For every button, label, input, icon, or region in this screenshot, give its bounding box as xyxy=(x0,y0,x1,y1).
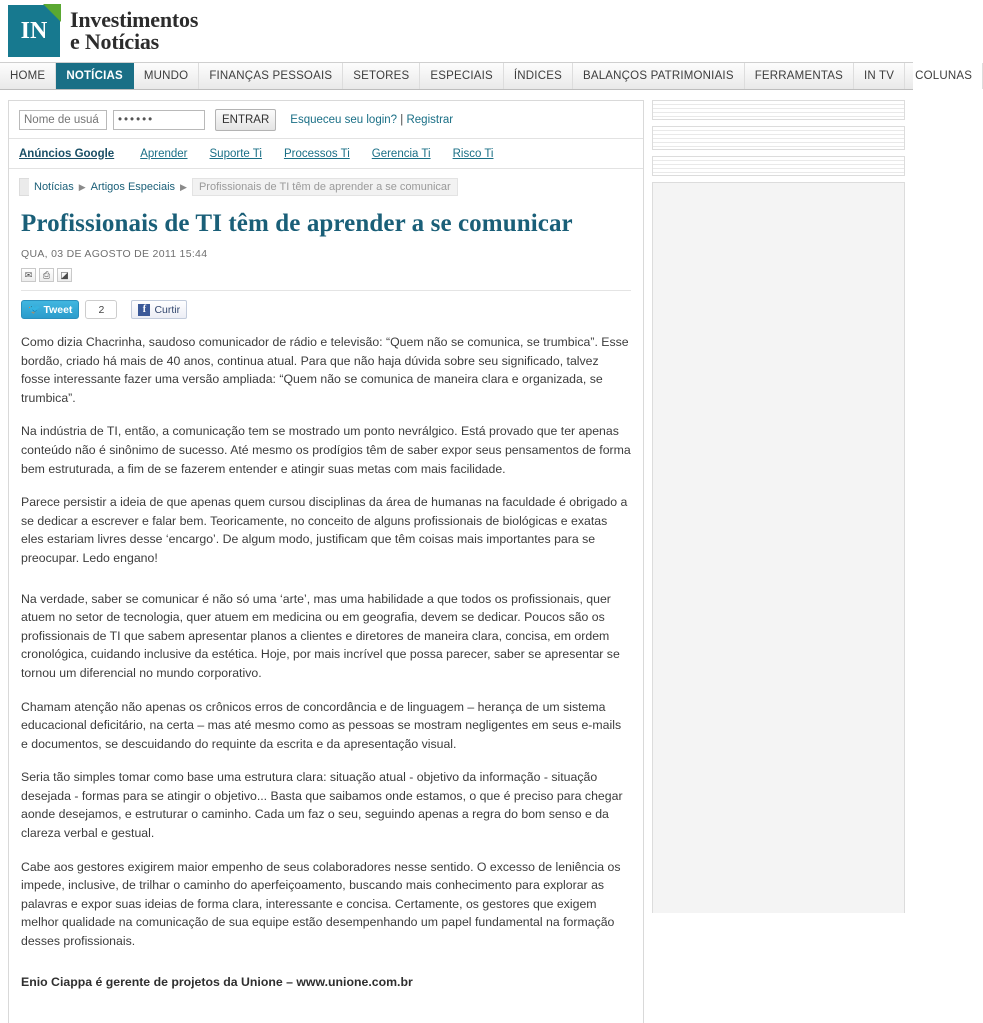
nav-item-mundo[interactable]: MUNDO xyxy=(134,63,199,89)
logo-initials: IN xyxy=(20,18,48,44)
article-paragraph: Como dizia Chacrinha, saudoso comunicador de rádio e televisão: “Quem não se comunica, se trumbica”. Esse bordão, criado há mais de 40 anos, continua atual. Para que não haja dúvida sobre seu significado, talvez fosse interessante fazer uma versão ampliada: “Quem não se comunica de maneira clara e organizada, se trumbica”. xyxy=(21,335,629,405)
forgot-login-link[interactable]: Esqueceu seu login? xyxy=(290,113,398,126)
sidebar-placeholder-2 xyxy=(652,126,905,150)
sidebar-column xyxy=(652,100,905,1023)
article-body xyxy=(21,333,631,951)
logo-line-1: Investimentos xyxy=(70,6,199,32)
breadcrumb-item-artigos-especiais[interactable]: Artigos Especiais xyxy=(90,181,176,193)
sidebar-placeholder-1 xyxy=(652,100,905,120)
nav-item-colunas[interactable]: COLUNAS xyxy=(905,63,983,89)
google-ads-bar xyxy=(9,139,643,169)
breadcrumb xyxy=(19,176,633,198)
tweet-button-label: Tweet xyxy=(43,303,73,316)
main-nav xyxy=(0,62,973,90)
nav-item--ndices[interactable]: ÍNDICES xyxy=(504,63,573,89)
content-column xyxy=(8,100,644,1023)
article-tools xyxy=(21,268,631,282)
login-links xyxy=(290,114,453,126)
chevron-right-icon-2: ▶ xyxy=(180,181,187,192)
nav-item-not-cias[interactable]: NOTÍCIAS xyxy=(56,63,134,89)
article-paragraph: Na indústria de TI, então, a comunicação tem se mostrado um ponto nevrálgico. Está provado que ter apenas conteúdo não é sinônimo de sucesso. Até mesmo os prodígios têm de saber expor seus pensamentos de forma bem estruturada, a fim de se fazerem entender e atingir suas metas com mais facilidade. xyxy=(21,424,631,476)
facebook-like-label: Curtir xyxy=(154,303,181,316)
article-paragraph: Cabe aos gestores exigirem maior empenho de seus colaboradores nesse sentido. O excesso de leniência os impede, inclusive, de trilhar o caminho do aperfeiçoamento, buscando mais conhecimento para explorar as palavras e expor suas ideias de forma clara, interessante e concisa. Certamente, os gestores que exigem melhor qualidade na comunicação de sua equipe estão desempenhando um papel fundamental na formação desses profissionais. xyxy=(21,859,621,949)
sidebar-ad-slot xyxy=(652,182,905,913)
page-title: Profissionais de TI têm de aprender a se comunicar xyxy=(21,210,573,237)
ads-links xyxy=(140,148,515,160)
email-icon[interactable]: ✉ xyxy=(21,268,36,282)
register-link[interactable]: Registrar xyxy=(406,113,454,126)
article-paragraph: Parece persistir a ideia de que apenas quem cursou disciplinas da área de humanas na faculdade é obrigado a se dedicar a escrever e falar bem. Teoricamente, no conceito de alguns profissionais de biológicas e exatas eles estariam livres desse ‘encargo’. De algum modo, justificam que têm coisas mais importantes para se preocupar. Ledo engano! xyxy=(21,495,628,565)
ads-link-aprender[interactable]: Aprender xyxy=(140,147,188,160)
print-icon[interactable]: ⎙ xyxy=(39,268,54,282)
article-paragraph: Seria tão simples tomar como base uma estrutura clara: situação atual - objetivo da informação - situação desejada - formas para se atingir o objetivo... Basta que saibamos onde estamos, o que é preciso para chegar aonde desejamos, e estruturar o caminho. Cada um faz o seu, seguindo apenas a regra do bom senso e da clareza verbal e gestual. xyxy=(21,770,623,841)
ads-link-gerencia-ti[interactable]: Gerencia Ti xyxy=(371,147,431,160)
sidebar-placeholder-3 xyxy=(652,156,905,176)
nav-item-ferramentas[interactable]: FERRAMENTAS xyxy=(745,63,854,89)
breadcrumb-item-noticias[interactable]: Notícias xyxy=(34,181,74,193)
logo-line-2: e Notícias xyxy=(70,29,160,54)
login-links-separator: | xyxy=(400,113,404,126)
nav-item-home[interactable]: HOME xyxy=(0,63,56,89)
page-body xyxy=(0,90,913,1023)
placeholder-stripes-icon-3 xyxy=(653,157,904,175)
nav-item-setores[interactable]: SETORES xyxy=(343,63,420,89)
placeholder-stripes-icon-2 xyxy=(653,127,904,149)
login-submit-button[interactable]: ENTRAR xyxy=(215,109,276,131)
password-input[interactable] xyxy=(113,110,205,130)
ads-link-risco-ti[interactable]: Risco Ti xyxy=(452,147,494,160)
site-header xyxy=(0,0,913,62)
site-logo[interactable] xyxy=(8,5,60,57)
share-row xyxy=(21,290,631,319)
login-bar xyxy=(9,101,643,139)
nav-item-especiais[interactable]: ESPECIAIS xyxy=(420,63,504,89)
facebook-icon: f xyxy=(138,304,150,316)
twitter-bird-icon: 🐦 xyxy=(28,304,41,315)
breadcrumb-nub-icon xyxy=(19,178,29,196)
username-input[interactable] xyxy=(19,110,107,130)
pdf-icon[interactable]: ◪ xyxy=(57,268,72,282)
tweet-count: 2 xyxy=(85,300,117,319)
facebook-like-button[interactable] xyxy=(131,300,187,319)
nav-item-in-tv[interactable]: IN TV xyxy=(854,63,905,89)
article-dateline: QUA, 03 DE AGOSTO DE 2011 15:44 xyxy=(21,248,208,260)
chevron-right-icon: ▶ xyxy=(78,181,86,192)
ads-link-processos-ti[interactable]: Processos Ti xyxy=(283,147,350,160)
article xyxy=(9,198,643,991)
breadcrumb-current: Profissionais de TI têm de aprender a se comunicar xyxy=(192,178,458,196)
ads-link-suporte-ti[interactable]: Suporte Ti xyxy=(209,147,262,160)
nav-item-finan-as-pessoais[interactable]: FINANÇAS PESSOAIS xyxy=(199,63,343,89)
ads-title[interactable]: Anúncios Google xyxy=(19,147,115,160)
article-byline: Enio Ciappa é gerente de projetos da Unione – www.unione.com.br xyxy=(21,974,413,989)
logo-wordmark[interactable] xyxy=(70,6,199,54)
tweet-button[interactable] xyxy=(21,300,79,319)
nav-item-balan-os-patrimoniais[interactable]: BALANÇOS PATRIMONIAIS xyxy=(573,63,745,89)
placeholder-stripes-icon xyxy=(653,101,904,119)
article-paragraph: Na verdade, saber se comunicar é não só uma ‘arte’, mas uma habilidade a que todos os profissionais, quer atuem no setor de tecnologia, quer atuem em medicina ou em geografia, devem se dedicar. Poucos são os profissionais de TI que sabem apresentar planos a clientes e diretores de maneira clara, concisa, em ordem cronológica, cuidando inclusive da estética. Hoje, por mais incrível que possa parecer, saber se apresentar se tornou um diferencial no mundo corporativo. xyxy=(21,591,620,680)
article-paragraph: Chamam atenção não apenas os crônicos erros de concordância e de linguagem – herança de um sistema educacional deficitário, na certa – mas até mesmo como as pessoas se mostram negligentes em seus e-mails e documentos, se descuidando do requinte da escrita e da apresentação visual. xyxy=(21,699,622,751)
